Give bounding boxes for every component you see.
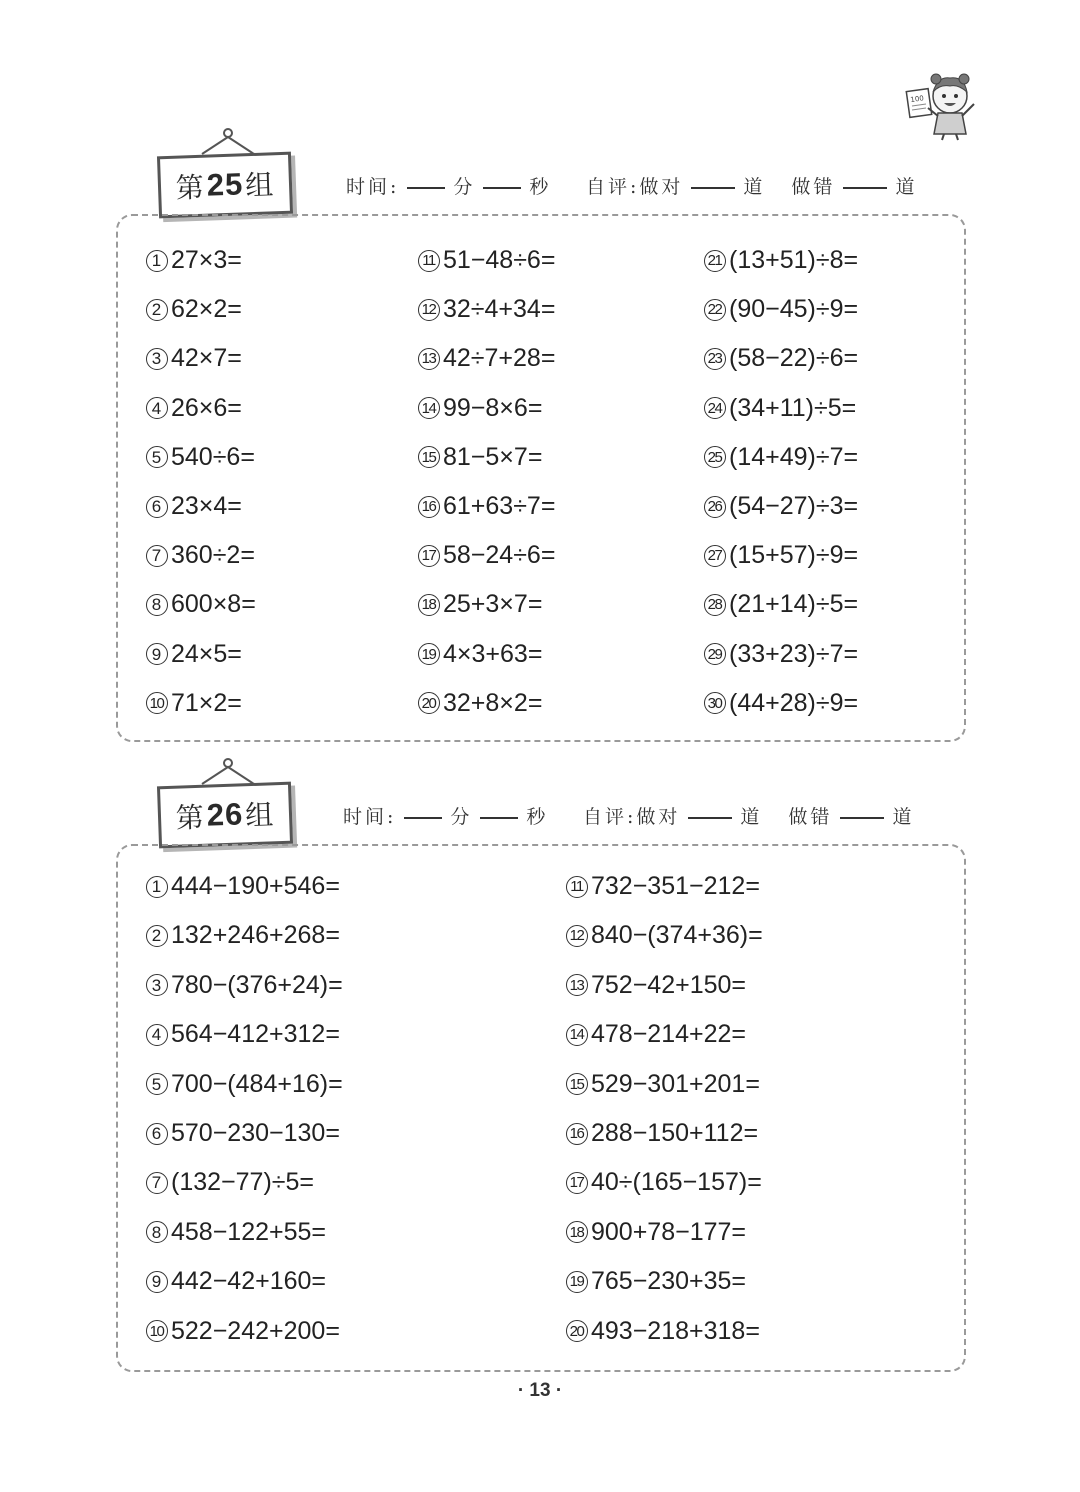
problem-item [418, 246, 555, 275]
problem-number-badge: 19 [418, 643, 440, 665]
problem-number-badge: 12 [418, 299, 440, 321]
problem-number-badge: 13 [418, 348, 440, 370]
group-title: 第 26 组 [175, 796, 275, 835]
self-eval-header: 自评:做对 道 做错 道 [586, 176, 918, 198]
self-eval-header: 自评:做对 道 做错 道 [583, 806, 915, 828]
problem-number-badge: 18 [418, 594, 440, 616]
problem-expression: 765−230+35= [591, 1267, 747, 1296]
problem-item [704, 394, 856, 423]
problem-item [704, 492, 858, 521]
problem-expression: 62×2= [171, 295, 242, 324]
problem-item [418, 541, 555, 570]
girl-with-score-paper-icon [900, 68, 982, 142]
problem-expression: (90−45)÷9= [729, 295, 859, 324]
problem-item [566, 971, 746, 1000]
problem-number-badge: 14 [566, 1024, 588, 1046]
problem-item [566, 1218, 746, 1247]
problem-item [418, 590, 542, 619]
problem-expression: 25+3×7= [443, 590, 543, 619]
problem-item [146, 1218, 326, 1247]
problem-expression: (54−27)÷3= [729, 492, 859, 520]
problem-number-badge: 19 [566, 1271, 588, 1293]
wrong-count-blank[interactable] [840, 817, 884, 819]
problem-number-badge: 6 [146, 496, 168, 518]
problem-number-badge: 13 [566, 974, 588, 996]
problem-number-badge: 1 [146, 876, 168, 898]
problem-number-badge: 11 [566, 876, 588, 898]
page-number: · 13 · [517, 1380, 563, 1401]
problem-number-badge: 4 [146, 397, 168, 419]
problem-number-badge: 8 [146, 1221, 168, 1243]
problem-expression: 570−230−130= [171, 1119, 340, 1147]
svg-text:100: 100 [909, 94, 925, 105]
problem-number-badge: 16 [566, 1123, 588, 1145]
problem-expression: 32÷4+34= [443, 295, 556, 324]
problem-expression: 288−150+112= [591, 1119, 759, 1147]
problem-expression: (14+49)÷7= [729, 442, 859, 471]
problem-expression: 540÷6= [171, 442, 255, 471]
problem-number-badge: 21 [704, 250, 726, 272]
problem-item [418, 689, 542, 718]
problem-expression: (34+11)÷5= [729, 393, 857, 422]
problem-number-badge: 23 [704, 348, 726, 370]
problem-expression: (21+14)÷5= [729, 590, 859, 619]
problem-expression: 27×3= [171, 246, 242, 274]
problem-number-badge: 12 [566, 925, 588, 947]
problem-number-badge: 15 [418, 446, 440, 468]
problem-item [146, 344, 242, 373]
problem-number-badge: 22 [704, 299, 726, 321]
problem-expression: (13+51)÷8= [729, 246, 859, 274]
problem-number-badge: 3 [146, 974, 168, 996]
problem-expression: (33+23)÷7= [729, 639, 859, 668]
problem-number-badge: 28 [704, 594, 726, 616]
problem-expression: 42÷7+28= [443, 344, 556, 373]
problem-item [566, 1317, 760, 1346]
problem-expression: 840−(374+36)= [591, 921, 763, 950]
problem-expression: 732−351−212= [591, 872, 760, 900]
correct-count-blank[interactable] [691, 187, 735, 189]
problem-number-badge: 9 [146, 643, 168, 665]
problem-expression: 700−(484+16)= [171, 1069, 343, 1098]
problem-number-badge: 10 [146, 1320, 168, 1342]
problem-item [146, 1070, 343, 1099]
problem-number-badge: 15 [566, 1073, 588, 1095]
minutes-blank[interactable] [407, 187, 445, 189]
problem-item [146, 541, 255, 570]
problem-item [704, 689, 858, 718]
problem-item [146, 443, 255, 472]
problem-item [704, 590, 858, 619]
problem-item [146, 1119, 340, 1148]
problem-item [566, 1168, 762, 1197]
problem-number-badge: 4 [146, 1024, 168, 1046]
problem-number-badge: 8 [146, 594, 168, 616]
problem-expression: (44+28)÷9= [729, 688, 859, 717]
problem-number-badge: 20 [566, 1320, 588, 1342]
problem-expression: 493−218+318= [591, 1316, 760, 1345]
time-header: 时间: 分 秒 [346, 176, 552, 198]
problem-number-badge: 29 [704, 643, 726, 665]
minutes-blank[interactable] [404, 817, 442, 819]
problem-item [704, 344, 858, 373]
problem-expression: (132−77)÷5= [171, 1168, 314, 1197]
problem-number-badge: 24 [704, 397, 726, 419]
problem-expression: 529−301+201= [591, 1069, 760, 1098]
problem-item [418, 344, 555, 373]
problem-item [146, 295, 242, 324]
problem-expression: 81−5×7= [443, 442, 543, 471]
problem-item [418, 640, 542, 669]
problem-item [566, 1020, 746, 1049]
problem-expression: (15+57)÷9= [729, 541, 859, 570]
problem-number-badge: 17 [566, 1172, 588, 1194]
problem-item [704, 443, 858, 472]
time-header: 时间: 分 秒 [343, 806, 549, 828]
problem-expression: 58−24÷6= [443, 541, 556, 570]
problem-item [418, 492, 555, 521]
correct-count-blank[interactable] [688, 817, 732, 819]
wrong-count-blank[interactable] [843, 187, 887, 189]
problem-item [146, 689, 242, 718]
problem-expression: 478−214+22= [591, 1020, 747, 1049]
problem-expression: 51−48÷6= [443, 246, 556, 274]
problem-number-badge: 26 [704, 496, 726, 518]
problem-number-badge: 16 [418, 496, 440, 518]
problem-number-badge: 17 [418, 545, 440, 567]
problem-item [566, 1070, 760, 1099]
problem-number-badge: 9 [146, 1271, 168, 1293]
problem-expression: 132+246+268= [171, 921, 340, 950]
problem-expression: 4×3+63= [443, 639, 543, 668]
problem-item [146, 1020, 340, 1049]
problem-item [146, 1168, 314, 1197]
problem-expression: 40÷(165−157)= [591, 1168, 762, 1197]
problem-item [418, 394, 542, 423]
problem-item [146, 394, 242, 423]
problem-number-badge: 20 [418, 692, 440, 714]
problem-item [566, 872, 760, 901]
problem-item [146, 590, 256, 619]
problem-item [146, 492, 242, 521]
problem-item [146, 1267, 326, 1296]
problem-number-badge: 2 [146, 299, 168, 321]
problem-expression: 24×5= [171, 639, 242, 668]
seconds-blank[interactable] [483, 187, 521, 189]
problem-number-badge: 30 [704, 692, 726, 714]
problem-number-badge: 7 [146, 545, 168, 567]
problem-number-badge: 18 [566, 1221, 588, 1243]
problem-number-badge: 5 [146, 1073, 168, 1095]
problem-expression: 61+63÷7= [443, 492, 556, 520]
problem-expression: 522−242+200= [171, 1316, 340, 1345]
problem-expression: 23×4= [171, 492, 242, 520]
problem-expression: 564−412+312= [171, 1020, 340, 1049]
problem-expression: 600×8= [171, 590, 256, 619]
problem-expression: 900+78−177= [591, 1217, 747, 1246]
problem-number-badge: 3 [146, 348, 168, 370]
group-title-sign [158, 142, 293, 214]
problem-expression: (58−22)÷6= [729, 344, 859, 373]
problem-number-badge: 11 [418, 250, 440, 272]
problem-number-badge: 10 [146, 692, 168, 714]
group-title: 第 25 组 [175, 166, 275, 205]
problem-item [566, 1267, 746, 1296]
problem-expression: 26×6= [171, 393, 242, 422]
problem-item [146, 921, 340, 950]
problem-expression: 42×7= [171, 344, 242, 373]
problem-expression: 442−42+160= [171, 1267, 327, 1296]
problem-expression: 71×2= [171, 688, 242, 717]
problem-number-badge: 14 [418, 397, 440, 419]
problem-item [704, 246, 858, 275]
problem-item [566, 921, 763, 950]
problem-expression: 752−42+150= [591, 970, 747, 999]
problem-number-badge: 25 [704, 446, 726, 468]
group-title-sign [158, 772, 293, 844]
problem-expression: 32+8×2= [443, 688, 543, 717]
problem-expression: 99−8×6= [443, 393, 543, 422]
problem-number-badge: 5 [146, 446, 168, 468]
problem-number-badge: 7 [146, 1172, 168, 1194]
problem-item [146, 971, 343, 1000]
problem-item [146, 246, 242, 275]
problem-expression: 780−(376+24)= [171, 970, 343, 999]
problem-item [146, 872, 340, 901]
seconds-blank[interactable] [480, 817, 518, 819]
problem-number-badge: 27 [704, 545, 726, 567]
problem-number-badge: 1 [146, 250, 168, 272]
problem-expression: 458−122+55= [171, 1217, 327, 1246]
problem-item [418, 295, 555, 324]
problem-item [418, 443, 542, 472]
problem-item [704, 295, 858, 324]
problem-item [566, 1119, 758, 1148]
problem-expression: 444−190+546= [171, 872, 340, 900]
problem-item [146, 640, 242, 669]
problem-number-badge: 2 [146, 925, 168, 947]
problem-expression: 360÷2= [171, 541, 255, 570]
problem-item [704, 541, 858, 570]
problem-item [146, 1317, 340, 1346]
problem-number-badge: 6 [146, 1123, 168, 1145]
problem-item [704, 640, 858, 669]
